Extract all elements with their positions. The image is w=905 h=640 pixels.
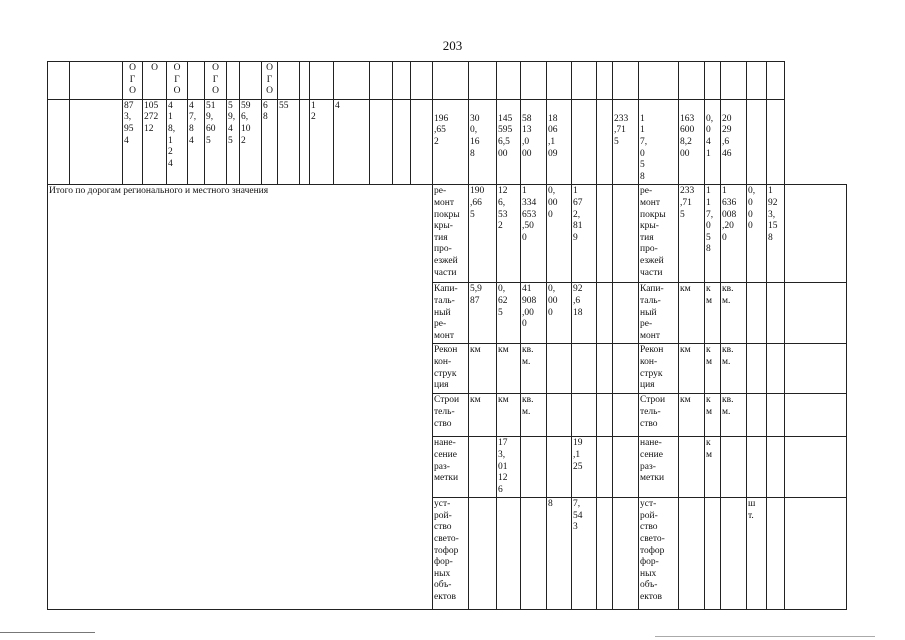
- work-value-cell: км: [679, 344, 705, 394]
- header-cell: [70, 62, 123, 100]
- header-cell: О Г О: [123, 62, 143, 100]
- totals-cell: 58 13 ,0 00: [521, 99, 547, 185]
- header-cell: О Г О: [262, 62, 278, 100]
- work-value-cell: [469, 437, 497, 498]
- work-value-cell: [497, 498, 521, 610]
- totals-cell: [747, 99, 767, 185]
- work-value-cell: 0, 0 0 0: [747, 185, 767, 283]
- empty-cell: [785, 437, 847, 498]
- work-value-cell: [521, 498, 547, 610]
- totals-cell: 87 3, 95 4: [123, 99, 143, 185]
- header-cell: [679, 62, 705, 100]
- work-type-label: ре- монт покры кры- тия про- езжей части: [433, 185, 469, 283]
- work-value-cell: 17 3, 01 12 6: [497, 437, 521, 498]
- work-value-cell: кв. м.: [521, 394, 547, 437]
- work-value-cell: 190 ,66 5: [469, 185, 497, 283]
- totals-cell: 6 8: [262, 99, 278, 185]
- totals-cell: 0, 0 4 1: [705, 99, 721, 185]
- work-value-cell: 7, 54 3: [572, 498, 597, 610]
- work-type-label: уст- рой- ство свето- тофор фор- ных объ- ектов: [433, 498, 469, 610]
- header-cell: [639, 62, 679, 100]
- empty-cell: [785, 283, 847, 344]
- empty-cell: [613, 437, 639, 498]
- header-cell: [521, 62, 547, 100]
- work-value-cell: км: [679, 394, 705, 437]
- header-cell: [188, 62, 205, 100]
- empty-cell: [785, 394, 847, 437]
- empty-cell: [597, 394, 613, 437]
- work-value-cell: к м: [705, 344, 721, 394]
- work-value-cell: [547, 437, 572, 498]
- work-value-cell: 1 334 653 ,50 0: [521, 185, 547, 283]
- empty-cell: [597, 344, 613, 394]
- header-cell: [278, 62, 300, 100]
- header-cell: [469, 62, 497, 100]
- work-value-cell: кв. м.: [721, 283, 747, 344]
- work-type-label: Строи тель- ство: [433, 394, 469, 437]
- work-value-cell: кв. м.: [721, 394, 747, 437]
- header-cell: [334, 62, 370, 100]
- empty-cell: [597, 437, 613, 498]
- empty-cell: [785, 344, 847, 394]
- header-cell: [48, 62, 70, 100]
- work-value-cell: [679, 498, 705, 610]
- work-type-label-repeat: уст- рой- ство свето- тофор фор- ных объ- ектов: [639, 498, 679, 610]
- header-cell: [240, 62, 262, 100]
- empty-cell: [613, 344, 639, 394]
- empty-cell: [613, 283, 639, 344]
- header-cell: [572, 62, 597, 100]
- work-value-cell: кв. м.: [521, 344, 547, 394]
- work-value-cell: [572, 394, 597, 437]
- work-value-cell: [767, 344, 785, 394]
- work-value-cell: к м: [705, 283, 721, 344]
- work-value-cell: [572, 344, 597, 394]
- totals-cell: [597, 99, 613, 185]
- totals-cell: [393, 99, 411, 185]
- work-value-cell: [767, 394, 785, 437]
- empty-cell: [597, 185, 613, 283]
- totals-cell: [767, 99, 785, 185]
- header-cell: [613, 62, 639, 100]
- work-value-cell: [547, 344, 572, 394]
- work-value-cell: [767, 498, 785, 610]
- header-cell: О: [143, 62, 167, 100]
- scan-edge-line: [655, 636, 875, 637]
- totals-cell: [370, 99, 393, 185]
- header-cell: [721, 62, 747, 100]
- empty-cell: [597, 283, 613, 344]
- totals-cell: 18 06 ,1 09: [547, 99, 572, 185]
- totals-cell: 1 2: [310, 99, 334, 185]
- work-value-cell: [767, 437, 785, 498]
- header-cell: О Г О: [205, 62, 227, 100]
- work-value-cell: [747, 283, 767, 344]
- work-value-cell: ш т.: [747, 498, 767, 610]
- totals-cell: 4: [334, 99, 370, 185]
- work-value-cell: 5,9 87: [469, 283, 497, 344]
- work-value-cell: [767, 283, 785, 344]
- totals-cell: 59 6, 10 2: [240, 99, 262, 185]
- work-value-cell: 233 ,71 5: [679, 185, 705, 283]
- work-value-cell: 0, 62 5: [497, 283, 521, 344]
- header-cell: [497, 62, 521, 100]
- totals-row: [48, 99, 847, 185]
- work-type-label-repeat: Рекон кон- струк ция: [639, 344, 679, 394]
- header-cell: [547, 62, 572, 100]
- work-value-cell: [747, 437, 767, 498]
- header-cell: [767, 62, 785, 100]
- work-value-cell: км: [497, 344, 521, 394]
- header-cell: [227, 62, 240, 100]
- header-cell: [597, 62, 613, 100]
- totals-cell: [411, 99, 433, 185]
- work-type-label: Рекон кон- струк ция: [433, 344, 469, 394]
- work-value-cell: [547, 394, 572, 437]
- work-type-label-repeat: Капи- таль- ный ре- монт: [639, 283, 679, 344]
- work-value-cell: 0, 00 0: [547, 283, 572, 344]
- totals-cell: 55: [278, 99, 300, 185]
- work-value-cell: 1 67 2, 81 9: [572, 185, 597, 283]
- work-value-cell: 92 ,6 18: [572, 283, 597, 344]
- work-value-cell: 0, 00 0: [547, 185, 572, 283]
- work-value-cell: [747, 344, 767, 394]
- header-cell: [705, 62, 721, 100]
- header-cell: [393, 62, 411, 100]
- header-cell: [433, 62, 469, 100]
- work-value-cell: [747, 394, 767, 437]
- empty-cell: [613, 498, 639, 610]
- page-number: 203: [442, 38, 463, 53]
- empty-cell: [785, 498, 847, 610]
- totals-cell: 4 7, 8 4: [188, 99, 205, 185]
- work-row: [48, 185, 847, 283]
- totals-cell: 51 9, 60 5: [205, 99, 227, 185]
- work-type-label: нане- сение раз- метки: [433, 437, 469, 498]
- work-value-cell: 1 636 008 ,20 0: [721, 185, 747, 283]
- totals-cell: [300, 99, 310, 185]
- empty-cell: [613, 185, 639, 283]
- header-cell: О Г О: [167, 62, 188, 100]
- header-cell: [747, 62, 767, 100]
- totals-cell: 233 ,71 5: [613, 99, 639, 185]
- scan-edge-line: [0, 632, 95, 633]
- totals-cell: 145 595 6,5 00: [497, 99, 521, 185]
- work-value-cell: [721, 437, 747, 498]
- empty-cell: [785, 185, 847, 283]
- work-value-cell: [705, 498, 721, 610]
- totals-cell: 1 1 7, 0 5 8: [639, 99, 679, 185]
- header-cell: [370, 62, 393, 100]
- work-value-cell: [521, 437, 547, 498]
- work-value-cell: км: [679, 283, 705, 344]
- work-value-cell: км: [469, 344, 497, 394]
- empty-cell: [597, 498, 613, 610]
- totals-cell: [48, 99, 70, 185]
- work-value-cell: [679, 437, 705, 498]
- totals-cell: [70, 99, 123, 185]
- work-value-cell: км: [469, 394, 497, 437]
- work-value-cell: 8: [547, 498, 572, 610]
- work-value-cell: кв. м.: [721, 344, 747, 394]
- work-type-label-repeat: нане- сение раз- метки: [639, 437, 679, 498]
- report-table: [47, 61, 847, 610]
- totals-cell: 196 ,65 2: [433, 99, 469, 185]
- work-value-cell: 19 ,1 25: [572, 437, 597, 498]
- totals-cell: 20 29 ,6 46: [721, 99, 747, 185]
- work-type-label: Капи- таль- ный ре- монт: [433, 283, 469, 344]
- work-value-cell: к м: [705, 394, 721, 437]
- work-value-cell: км: [497, 394, 521, 437]
- header-row: [48, 62, 847, 100]
- work-value-cell: 41 908 ,00 0: [521, 283, 547, 344]
- totals-cell: 105 272 12: [143, 99, 167, 185]
- work-value-cell: [721, 498, 747, 610]
- work-type-label-repeat: Строи тель- ство: [639, 394, 679, 437]
- header-cell: [411, 62, 433, 100]
- totals-cell: 163 600 8,2 00: [679, 99, 705, 185]
- work-type-label-repeat: ре- монт покры кры- тия про- езжей части: [639, 185, 679, 283]
- empty-cell: [613, 394, 639, 437]
- work-value-cell: 1 92 3, 15 8: [767, 185, 785, 283]
- header-cell: [310, 62, 334, 100]
- work-value-cell: к м: [705, 437, 721, 498]
- work-value-cell: [469, 498, 497, 610]
- total-label: Итого по дорогам регионального и местного значения: [48, 185, 433, 610]
- header-cell: [300, 62, 310, 100]
- totals-cell: 5 9, 4 5: [227, 99, 240, 185]
- totals-cell: 30 0, 16 8: [469, 99, 497, 185]
- work-value-cell: 12 6, 53 2: [497, 185, 521, 283]
- work-value-cell: 1 1 7, 0 5 8: [705, 185, 721, 283]
- totals-cell: 4 1 8, 1 2 4: [167, 99, 188, 185]
- totals-cell: [572, 99, 597, 185]
